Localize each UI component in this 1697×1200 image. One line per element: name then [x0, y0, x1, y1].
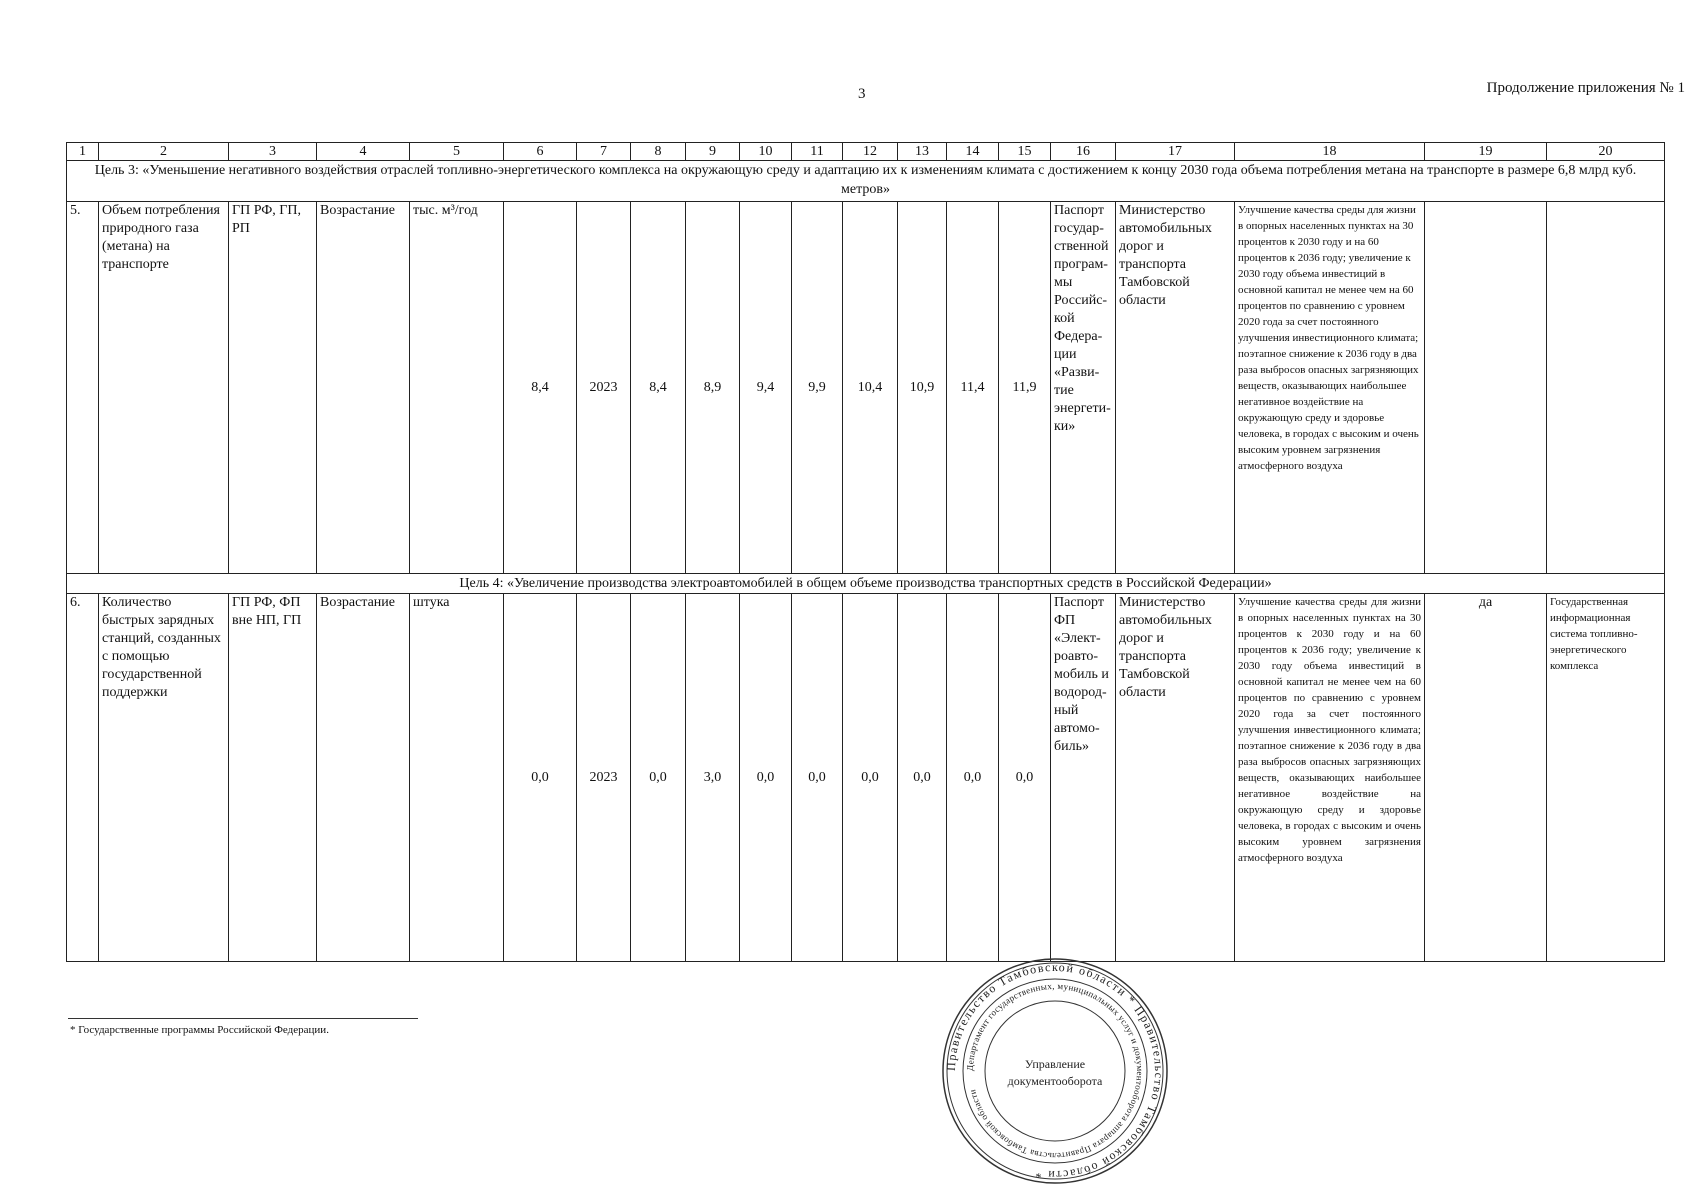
col-number: 18 [1235, 143, 1425, 161]
stamp-inner-text: Департамент государственных, муниципальных услуг и документооборота аппарата Правительства Тамбовской области [964, 980, 1146, 1162]
value-cell: 8,9 [686, 202, 740, 574]
value-cell: 9,4 [740, 202, 792, 574]
indicators-table [66, 142, 1665, 962]
indicator-name: Объем потребления природного газа (метана) на транспорте [99, 202, 229, 574]
indicator-trend: Возрастание [317, 594, 410, 962]
value-cell: 11,9 [999, 202, 1051, 574]
col-number: 9 [686, 143, 740, 161]
col-number: 19 [1425, 143, 1547, 161]
base-value: 8,4 [504, 202, 577, 574]
indicator-unit: штука [410, 594, 504, 962]
indicator-unit: тыс. м³/год [410, 202, 504, 574]
col-number: 12 [843, 143, 898, 161]
col20-value: Государственная информационная система топливно-энергетического комплекса [1547, 594, 1665, 962]
value-cell: 8,4 [631, 202, 686, 574]
col-number: 1 [67, 143, 99, 161]
col19-value: да [1425, 594, 1547, 962]
base-year: 2023 [577, 202, 631, 574]
col20-value [1547, 202, 1665, 574]
national-goals-link: Улучшение качества среды для жизни в опорных населенных пунктах на 30 процентов к 2030 году и на 60 процентов к 2036 году; увеличение к 2030 году объема инвестиций в основной капитал не менее чем на 60 процентов по сравнению с уровнем 2020 года за счет постоянного улучшения инвестиционного климата; поэтапное снижение к 2036 году в два раза выбросов опасных загрязняющих веществ, оказывающих наибольшее негативное воздействие на окружающую среду и здоровье человека, в городах с высоким и очень высоким уровнем загрязнения атмосферного воздуха [1235, 202, 1425, 574]
col-number: 7 [577, 143, 631, 161]
col19-value [1425, 202, 1547, 574]
footnote: * Государственные программы Российской Федерации. [70, 1024, 329, 1036]
col-number: 2 [99, 143, 229, 161]
table-row [67, 202, 1665, 574]
footnote-divider [68, 1018, 418, 1019]
official-stamp [940, 956, 1170, 1186]
goal-4-text: Цель 4: «Увеличение производства электроавтомобилей в общем объеме производства транспортных средств в Российской Федерации» [67, 574, 1665, 594]
value-cell: 3,0 [686, 594, 740, 962]
row-number: 6. [67, 594, 99, 962]
value-cell: 0,0 [792, 594, 843, 962]
base-value: 0,0 [504, 594, 577, 962]
col-number: 15 [999, 143, 1051, 161]
value-cell: 0,0 [631, 594, 686, 962]
goal-3-text: Цель 3: «Уменьшение негативного воздействия отраслей топливно-энергетического комплекса на окружающую среду и адаптацию их к изменениям климата с достижением к концу 2030 года объема потребления метана на транспорте в размере 6,8 млрд куб. метров» [67, 161, 1665, 202]
value-cell: 0,0 [999, 594, 1051, 962]
col-number: 16 [1051, 143, 1116, 161]
value-cell: 0,0 [740, 594, 792, 962]
value-cell: 10,9 [898, 202, 947, 574]
value-cell: 11,4 [947, 202, 999, 574]
base-year: 2023 [577, 594, 631, 962]
national-goals-link: Улучшение качества среды для жизни в опорных населенных пунктах на 30 процентов к 2030 году и на 60 процентов к 2036 году; увеличение к 2030 году объема инвестиций в основной капитал не менее чем на 60 процентов по сравнению с уровнем 2020 года за счет постоянного улучшения инвестиционного климата; поэтапное снижение к 2036 году в два раза выбросов опасных загрязняющих веществ, оказывающих наибольшее негативное воздействие на окружающую среду и здоровье человека, в городах с высоким и очень высоким уровнем загрязнения атмосферного воздуха [1235, 594, 1425, 962]
col-number: 20 [1547, 143, 1665, 161]
col-number: 3 [229, 143, 317, 161]
col-number: 8 [631, 143, 686, 161]
col-number: 4 [317, 143, 410, 161]
col-number: 11 [792, 143, 843, 161]
stamp-center-line2: документооборота [1007, 1074, 1103, 1088]
indicator-level: ГП РФ, ГП, РП [229, 202, 317, 574]
row-number: 5. [67, 202, 99, 574]
responsible-body: Министерство автомобильных дорог и транспорта Тамбовской области [1116, 594, 1235, 962]
value-cell: 0,0 [843, 594, 898, 962]
appendix-note: Продолжение приложения № 1 [1486, 80, 1685, 96]
col-number: 5 [410, 143, 504, 161]
goal-row [67, 574, 1665, 594]
col-number: 10 [740, 143, 792, 161]
col-number: 6 [504, 143, 577, 161]
stamp-outer-text: Правительство Тамбовской области * Правительство Тамбовской области * [943, 959, 1167, 1183]
indicator-trend: Возрастание [317, 202, 410, 574]
col-number: 17 [1116, 143, 1235, 161]
value-cell: 0,0 [898, 594, 947, 962]
responsible-body: Министерство автомобильных дорог и транспорта Тамбовской области [1116, 202, 1235, 574]
value-cell: 0,0 [947, 594, 999, 962]
col-number: 14 [947, 143, 999, 161]
value-cell: 9,9 [792, 202, 843, 574]
table-row [67, 594, 1665, 962]
indicator-level: ГП РФ, ФП вне НП, ГП [229, 594, 317, 962]
document-name: Паспорт государ-ственной програм-мы Российс-кой Федера-ции «Разви-тие энергети-ки» [1051, 202, 1116, 574]
document-name: Паспорт ФП «Элект-роавто-мобиль и водород-ный автомо-биль» [1051, 594, 1116, 962]
stamp-center-line1: Управление [1024, 1057, 1086, 1071]
column-numbers-row [67, 143, 1665, 161]
indicator-name: Количество быстрых зарядных станций, созданных с помощью государственной поддержки [99, 594, 229, 962]
col-number: 13 [898, 143, 947, 161]
page-number: 3 [858, 86, 866, 102]
value-cell: 10,4 [843, 202, 898, 574]
goal-row [67, 161, 1665, 202]
